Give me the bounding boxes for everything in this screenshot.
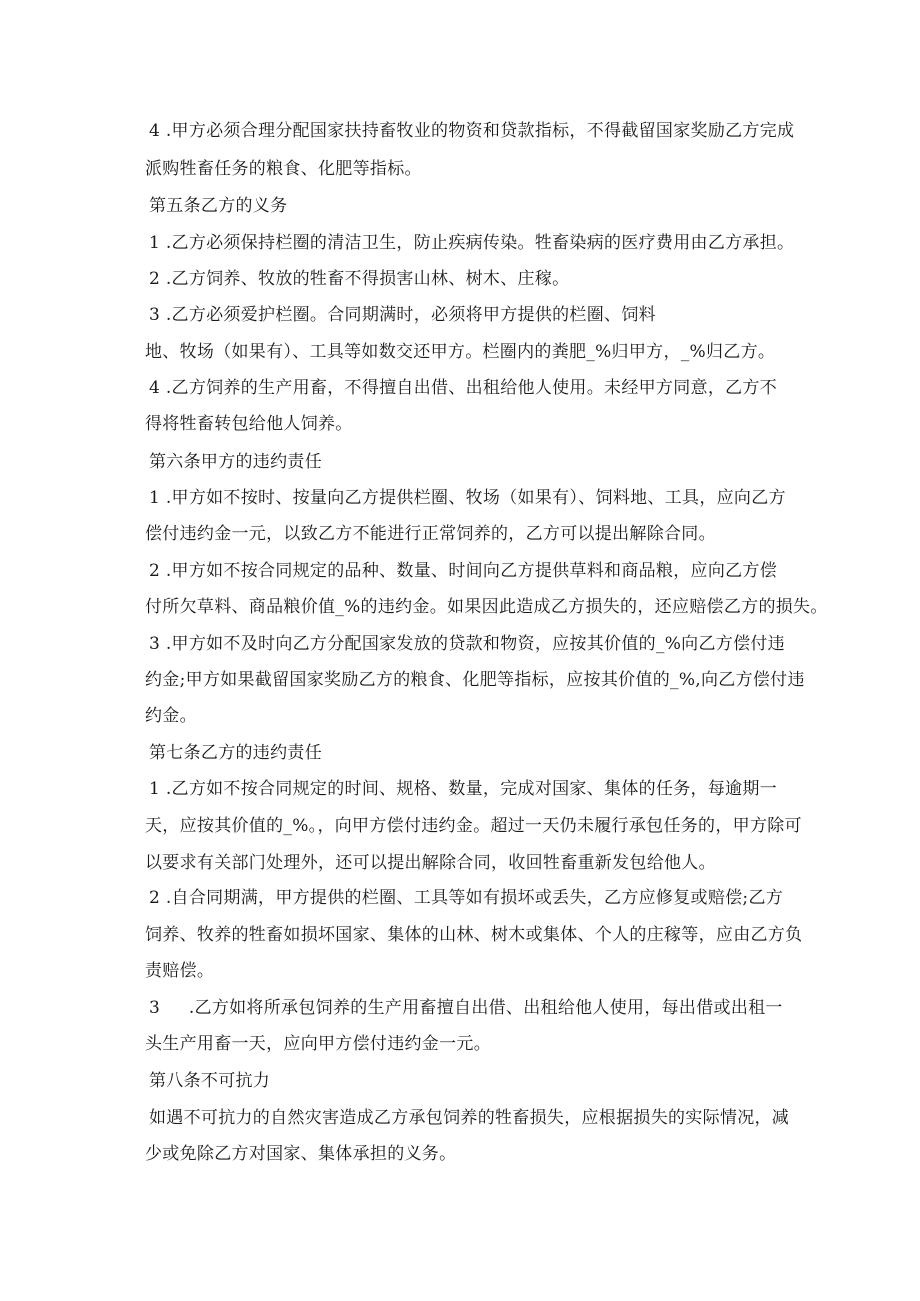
- paragraph-line: 头生产用畜一天，应向甲方偿付违约金一元。: [145, 1034, 491, 1054]
- section-heading: 第六条甲方的违约责任: [149, 452, 322, 472]
- paragraph-line: 地、牧场（如果有）、工具等如数交还甲方。栏圈内的粪肥_%归甲方，_%归乙方。: [145, 342, 776, 362]
- paragraph-line: 约金;甲方如果截留国家奖励乙方的粮食、化肥等指标，应按其价值的_%,向乙方偿付违: [145, 670, 805, 690]
- paragraph-line: 3 .甲方如不及时向乙方分配国家发放的贷款和物资，应按其价值的_%向乙方偿付违: [149, 634, 785, 654]
- paragraph-line: 得将牲畜转包给他人饲养。: [145, 414, 353, 434]
- section-heading: 第八条不可抗力: [149, 1071, 271, 1091]
- paragraph-line: 4 .甲方必须合理分配国家扶持畜牧业的物资和贷款指标，不得截留国家奖励乙方完成: [149, 121, 795, 141]
- section-heading: 第七条乙方的违约责任: [149, 743, 322, 763]
- paragraph-line: 2 .甲方如不按合同规定的品种、数量、时间向乙方提供草料和商品粮，应向乙方偿: [149, 561, 778, 581]
- paragraph-line: 少或免除乙方对国家、集体承担的义务。: [145, 1144, 457, 1164]
- paragraph-line: 2 .自合同期满，甲方提供的栏圈、工具等如有损坏或丢失，乙方应修复或赔偿;乙方: [149, 888, 784, 908]
- paragraph-line: 2 .乙方饲养、牧放的牲畜不得损害山林、树木、庄稼。: [149, 269, 570, 289]
- paragraph-line: 如遇不可抗力的自然灾害造成乙方承包饲养的牲畜损失，应根据损失的实际情况，减: [149, 1108, 790, 1128]
- paragraph-line: 3 .乙方如将所承包饲养的生产用畜擅自出借、出租给他人使用，每出借或出租一: [149, 998, 783, 1018]
- paragraph-line: 责赔偿。: [145, 961, 215, 981]
- paragraph-line: 1 .甲方如不按时、按量向乙方提供栏圈、牧场（如果有）、饲料地、工具，应向乙方: [149, 488, 786, 508]
- paragraph-line: 饲养、牧养的牲畜如损坏国家、集体的山林、树木或集体、个人的庄稼等，应由乙方负: [145, 925, 803, 945]
- paragraph-line: 约金。: [145, 706, 197, 726]
- paragraph-line: 3 .乙方必须爱护栏圈。合同期满时，必须将甲方提供的栏圈、饲料: [149, 305, 656, 325]
- paragraph-line: 以要求有关部门处理外，还可以提出解除合同，收回牲畜重新发包给他人。: [145, 853, 716, 873]
- paragraph-line: 派购牲畜任务的粮食、化肥等指标。: [145, 159, 422, 179]
- paragraph-line: 付所欠草料、商品粮价值_%的违约金。如果因此造成乙方损失的，还应赔偿乙方的损失。: [145, 597, 828, 617]
- paragraph-line: 天，应按其价值的_%。，向甲方偿付违约金。超过一天仍未履行承包任务的，甲方除可: [145, 816, 802, 836]
- paragraph-line: 4 .乙方饲养的生产用畜，不得擅自出借、出租给他人使用。未经甲方同意，乙方不: [149, 378, 778, 398]
- paragraph-line: 1 .乙方如不按合同规定的时间、规格、数量，完成对国家、集体的任务，每逾期一: [149, 779, 778, 799]
- paragraph-line: 偿付违约金一元，以致乙方不能进行正常饲养的，乙方可以提出解除合同。: [145, 524, 716, 544]
- section-heading: 第五条乙方的义务: [149, 196, 288, 216]
- paragraph-line: 1 .乙方必须保持栏圈的清洁卫生，防止疾病传染。牲畜染病的医疗费用由乙方承担。: [149, 233, 795, 253]
